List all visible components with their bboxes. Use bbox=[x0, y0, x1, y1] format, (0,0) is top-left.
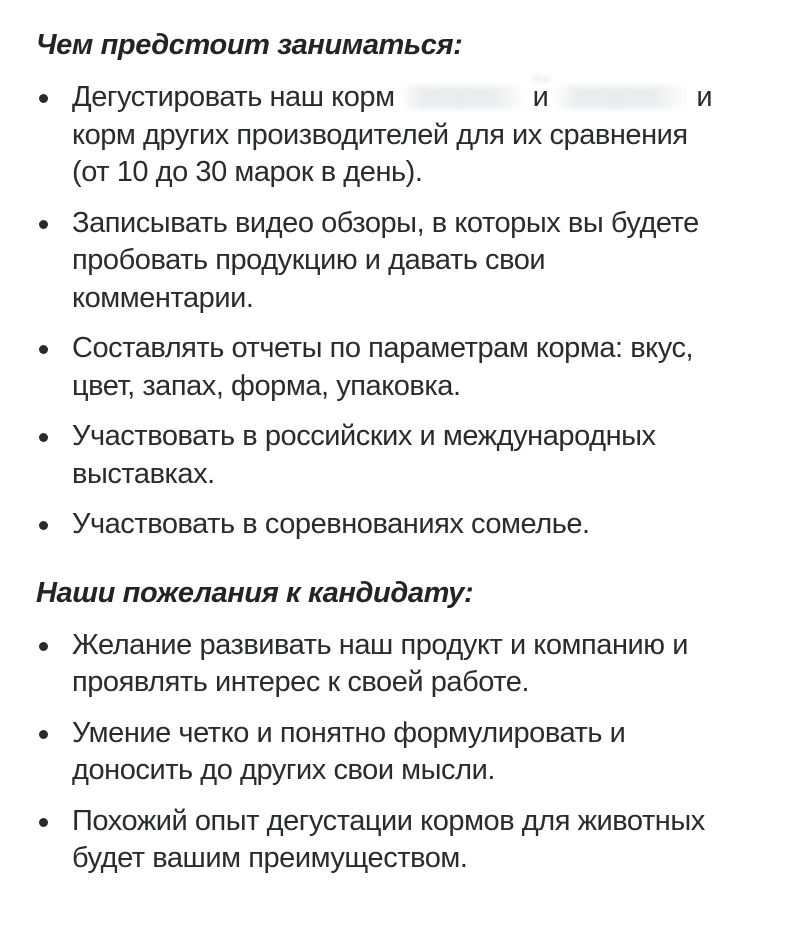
list-item-text bbox=[72, 418, 786, 493]
list-item-text bbox=[72, 205, 786, 318]
text-segment: и bbox=[696, 81, 713, 113]
text-segment: корм других производителей для их сравнения bbox=[72, 118, 688, 151]
text-segment: проявлять интерес к своей работе. bbox=[72, 666, 530, 698]
bullet-icon bbox=[36, 330, 72, 405]
list-item bbox=[36, 627, 786, 702]
text-segment: Участвовать в российских и международных bbox=[72, 420, 656, 452]
list-item bbox=[36, 506, 786, 544]
text-segment: Умение четко и понятно формулировать и bbox=[72, 716, 626, 749]
text-segment: цвет, запах, форма, упаковка. bbox=[72, 369, 461, 402]
text-segment: Дегустировать наш корм bbox=[72, 81, 395, 113]
list-item bbox=[36, 79, 786, 192]
list-item-text bbox=[72, 330, 786, 405]
bullet-icon bbox=[36, 715, 72, 790]
list-item bbox=[36, 418, 786, 493]
text-segment: будет вашим преимуществом. bbox=[72, 842, 468, 874]
list-item-text bbox=[72, 506, 786, 544]
list-item-text bbox=[72, 715, 786, 790]
list-item bbox=[36, 205, 786, 318]
text-segment: Желание развивать наш продукт и компанию и bbox=[72, 628, 688, 661]
text-segment: доносить до других свои мысли. bbox=[72, 754, 495, 786]
list-item bbox=[36, 330, 786, 405]
text-segment: пробовать продукцию и давать свои bbox=[72, 244, 546, 276]
bullet-list bbox=[36, 627, 786, 878]
bullet-icon bbox=[36, 418, 72, 493]
bullet-icon bbox=[36, 627, 72, 702]
bullet-icon bbox=[36, 803, 72, 878]
list-item bbox=[36, 715, 786, 790]
list-item-text bbox=[72, 79, 786, 192]
bullet-icon bbox=[36, 79, 72, 192]
section bbox=[36, 575, 786, 878]
text-segment: Участвовать в соревнованиях сомелье. bbox=[72, 508, 590, 540]
redacted-brand-name bbox=[554, 86, 690, 109]
text-segment: (от 10 до 30 марок в день). bbox=[72, 156, 423, 188]
bullet-icon bbox=[36, 205, 72, 318]
text-segment: комментарии. bbox=[72, 281, 254, 314]
section bbox=[36, 27, 786, 544]
list-item-text bbox=[72, 627, 786, 702]
list-item bbox=[36, 803, 786, 878]
text-segment: выставках. bbox=[72, 457, 215, 490]
text-segment: Похожий опыт дегустации кормов для животных bbox=[72, 804, 705, 837]
list-item-text bbox=[72, 803, 786, 878]
text-segment: Записывать видео обзоры, в которых вы будете bbox=[72, 206, 699, 239]
bullet-list bbox=[36, 79, 786, 544]
bullet-icon bbox=[36, 506, 72, 544]
text-segment: Составлять отчеты по параметрам корма: вкус, bbox=[72, 332, 694, 364]
text-segment: и bbox=[532, 81, 549, 113]
section-heading: Чем предстоит заниматься: bbox=[36, 29, 463, 61]
section-heading: Наши пожелания к кандидату: bbox=[36, 576, 474, 609]
redacted-brand-name bbox=[401, 86, 527, 109]
